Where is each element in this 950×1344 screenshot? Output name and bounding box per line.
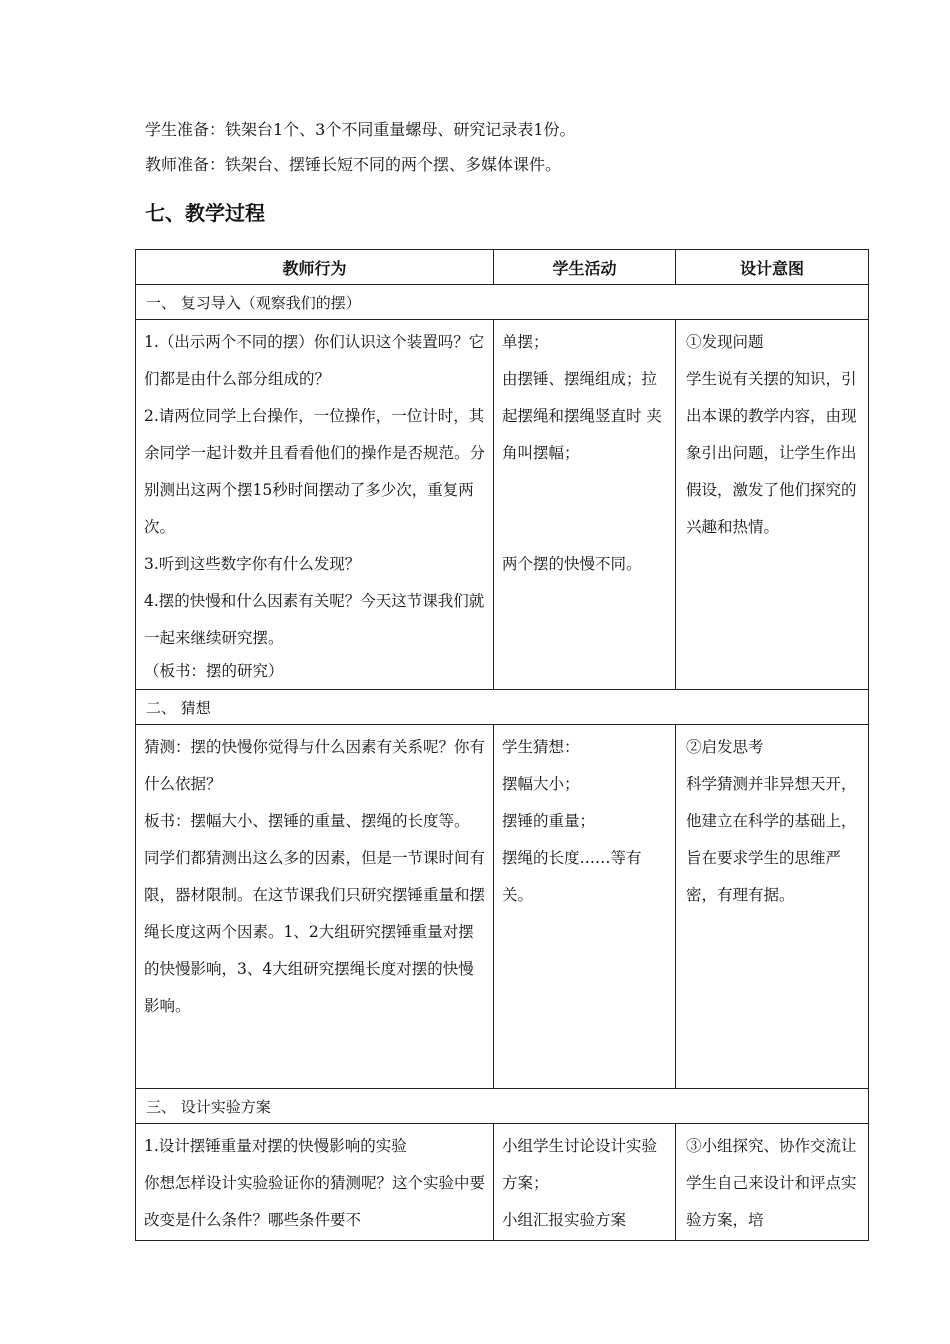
teacher-cell (136, 320, 494, 690)
student-paragraph: 小组学生讨论设计实验方案； (502, 1137, 658, 1192)
teacher-paragraph: 4.摆的快慢和什么因素有关呢？今天这节课我们就一起来继续研究摆。 (144, 592, 485, 647)
student-paragraph: 学生猜想： (502, 738, 580, 756)
student-paragraph: 单摆； (502, 333, 549, 351)
intent-cell (676, 725, 869, 1089)
teacher-paragraph: （板书：摆的研究） (144, 662, 284, 680)
intent-paragraph: ②启发思考 (686, 738, 764, 756)
intent-paragraph: ③小组探究、协作交流让学生自己来设计和评点实验方案，培 (686, 1137, 857, 1229)
section-title: 一、 复习导入（观察我们的摆） (136, 285, 869, 320)
intent-paragraph: 科学猜测并非异想天开，他建立在科学的基础上，旨在要求学生的思维严密，有理有据。 (686, 775, 857, 904)
student-cell (494, 1124, 676, 1241)
student-paragraph: 摆锤的重量； (502, 812, 596, 830)
teacher-preparation: 教师准备：铁架台、摆锤长短不同的两个摆、多媒体课件。 (145, 155, 562, 174)
teacher-paragraph: 3.听到这些数字你有什么发现？ (144, 555, 361, 573)
intent-paragraph: ①发现问题 (686, 333, 764, 351)
section-title: 二、 猜想 (136, 690, 869, 725)
teacher-cell (136, 725, 494, 1089)
teacher-paragraph: 同学们都猜测出这么多的因素，但是一节课时间有限，器材限制。在这节课我们只研究摆锤重量和摆绳长度这两个因素。1、2大组研究摆锤重量对摆的快慢影响，3、4大组研究摆绳长度对摆的快慢影响。 (144, 849, 486, 1015)
student-paragraph: 由摆锤、摆绳组成；拉起摆绳和摆绳竖直时 夹角叫摆幅； (502, 370, 662, 462)
section-heading: 七、教学过程 (145, 201, 265, 225)
header-design-intent: 设计意图 (676, 250, 869, 285)
student-cell (494, 320, 676, 690)
header-teacher-behavior: 教师行为 (136, 250, 494, 285)
teacher-paragraph: 板书：摆幅大小、摆锤的重量、摆绳的长度等。 (144, 812, 470, 830)
table-row (136, 1124, 869, 1241)
table-row (136, 320, 869, 690)
student-cell (494, 725, 676, 1089)
header-student-activity: 学生活动 (494, 250, 676, 285)
teacher-paragraph: 你想怎样设计实验验证你的猜测呢？这个实验中要改变是什么条件？哪些条件要不 (144, 1174, 485, 1229)
teaching-process-table (135, 249, 869, 1241)
teacher-paragraph: 1.（出示两个不同的摆）你们认识这个装置吗？它们都是由什么部分组成的？ (144, 333, 485, 388)
student-paragraph: 小组汇报实验方案 (502, 1211, 627, 1229)
table-header-row (136, 250, 869, 285)
section-title-row (136, 1089, 869, 1124)
teacher-paragraph: 1.设计摆锤重量对摆的快慢影响的实验 (144, 1137, 407, 1155)
section-title: 三、 设计实验方案 (136, 1089, 869, 1124)
intent-cell (676, 1124, 869, 1241)
teacher-paragraph: 猜测：摆的快慢你觉得与什么因素有关系呢？你有什么依据？ (144, 738, 486, 793)
student-paragraph: 摆幅大小； (502, 775, 580, 793)
student-paragraph: 两个摆的快慢不同。 (502, 555, 642, 573)
intent-cell (676, 320, 869, 690)
teacher-cell (136, 1124, 494, 1241)
intent-paragraph: 学生说有关摆的知识，引出本课的教学内容，由现象引出问题，让学生作出假设，激发了他们探究的兴趣和热情。 (686, 370, 857, 536)
section-title-row (136, 690, 869, 725)
student-paragraph: 摆绳的长度……等有关。 (502, 849, 642, 904)
student-preparation: 学生准备：铁架台1个、3个不同重量螺母、研究记录表1份。 (145, 120, 576, 139)
teacher-paragraph: 2.请两位同学上台操作，一位操作，一位计时，其余同学一起计数并且看看他们的操作是否规范。分别测出这两个摆15秒时间摆动了多少次，重复两次。 (144, 407, 486, 536)
section-title-row (136, 285, 869, 320)
table-row (136, 725, 869, 1089)
